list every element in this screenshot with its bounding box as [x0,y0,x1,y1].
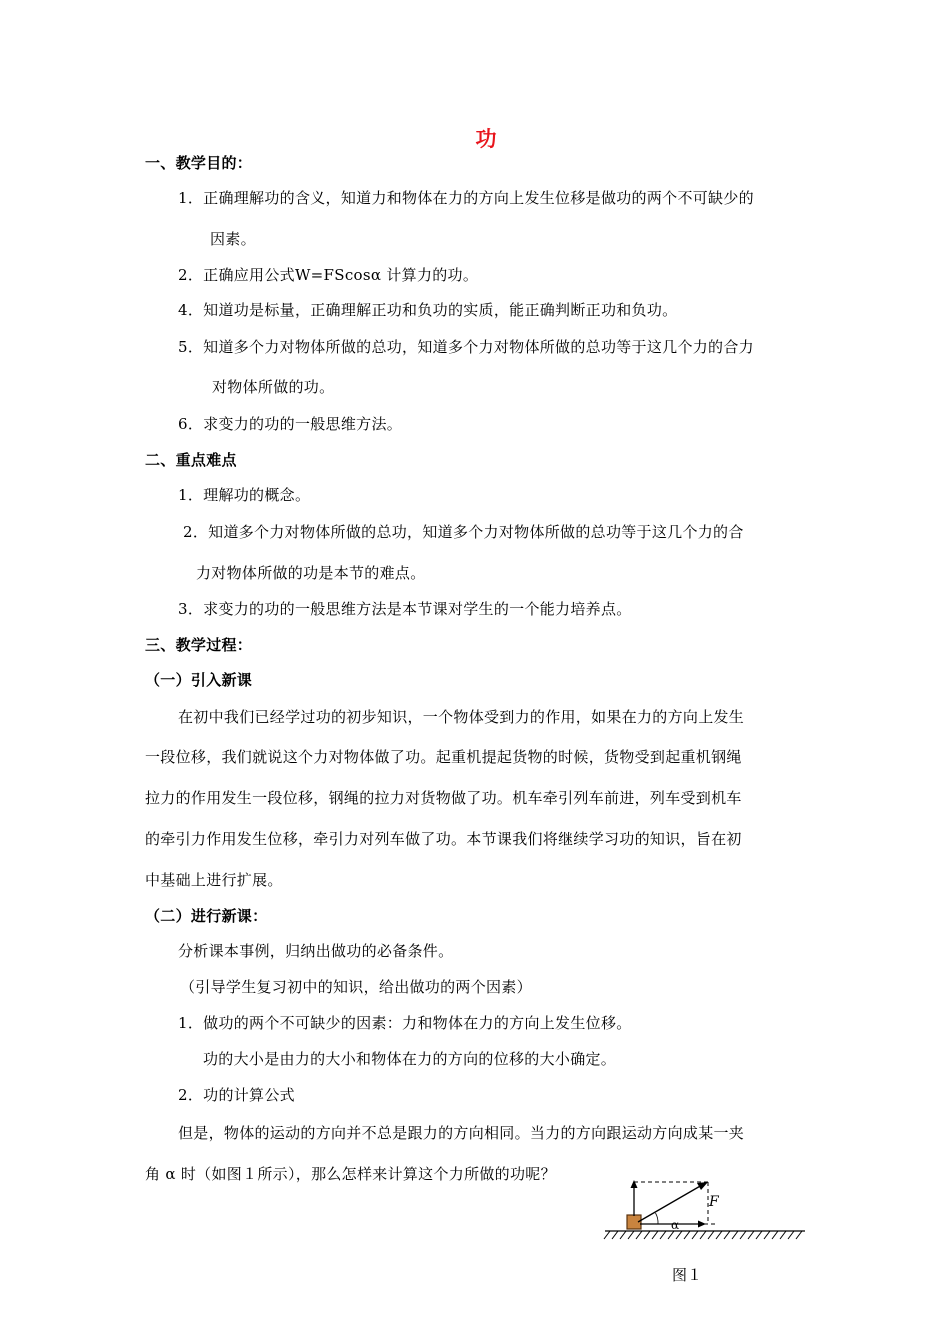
lesson-line-guide: （引导学生复习初中的知识，给出做功的两个因素） [180,978,532,996]
figure-force-diagram [600,1172,815,1247]
lesson-question-line-1: 但是，物体的运动的方向并不总是跟力的方向相同。当力的方向跟运动方向成某一夹 [178,1124,745,1142]
intro-paragraph-line-3: 拉力的作用发生一段位移，钢绳的拉力对货物做了功。机车牵引列车前进，列车受到机车 [145,789,742,807]
lesson-factor-1: 1．做功的两个不可缺少的因素：力和物体在力的方向上发生位移。 [178,1014,632,1032]
lesson-formula-heading: 2．功的计算公式 [178,1086,295,1104]
section-heading-key-points: 二、重点难点 [145,451,237,469]
force-label: F [709,1194,719,1210]
lesson-factor-1-note: 功的大小是由力的大小和物体在力的方向的位移的大小确定。 [203,1050,617,1068]
section-heading-objectives: 一、教学目的： [145,154,253,172]
intro-paragraph-line-1: 在初中我们已经学过功的初步知识，一个物体受到力的作用，如果在力的方向上发生 [178,708,745,726]
objective-item-6: 6．求变力的功的一般思维方法。 [178,415,403,433]
lesson-line-analysis: 分析课本事例，归纳出做功的必备条件。 [178,942,454,960]
intro-paragraph-line-5: 中基础上进行扩展。 [145,871,283,889]
section-heading-process: 三、教学过程： [145,636,253,654]
intro-paragraph-line-4: 的牵引力作用发生位移，牵引力对列车做了功。本节课我们将继续学习功的知识，旨在初 [145,830,742,848]
page-title: 功 [475,127,497,151]
figure-caption: 图１ [672,1266,703,1284]
subheading-intro: （一）引入新课 [145,671,253,689]
key-point-2-cont: 力对物体所做的功是本节的难点。 [196,564,426,582]
key-point-2: 2．知道多个力对物体所做的总功，知道多个力对物体所做的总功等于这几个力的合 [183,523,744,541]
objective-item-2: 2．正确应用公式W=FScosα 计算力的功。 [178,266,479,284]
angle-label: α [671,1218,680,1232]
key-point-1: 1．理解功的概念。 [178,486,311,504]
objective-item-5-cont: 对物体所做的功。 [212,378,335,396]
key-point-3: 3．求变力的功的一般思维方法是本节课对学生的一个能力培养点。 [178,600,632,618]
objective-item-4: 4．知道功是标量，正确理解正功和负功的实质，能正确判断正功和负功。 [178,301,678,319]
objective-item-1-cont: 因素。 [210,230,256,248]
subheading-new-lesson: （二）进行新课： [145,907,268,925]
objective-item-1: 1．正确理解功的含义，知道力和物体在力的方向上发生位移是做功的两个不可缺少的 [178,189,754,207]
lesson-question-line-2: 角 α 时（如图１所示），那么怎样来计算这个力所做的功呢？ [145,1165,556,1183]
intro-paragraph-line-2: 一段位移，我们就说这个力对物体做了功。起重机提起货物的时候，货物受到起重机钢绳 [145,748,742,766]
objective-item-5: 5．知道多个力对物体所做的总功，知道多个力对物体所做的总功等于这几个力的合力 [178,338,754,356]
